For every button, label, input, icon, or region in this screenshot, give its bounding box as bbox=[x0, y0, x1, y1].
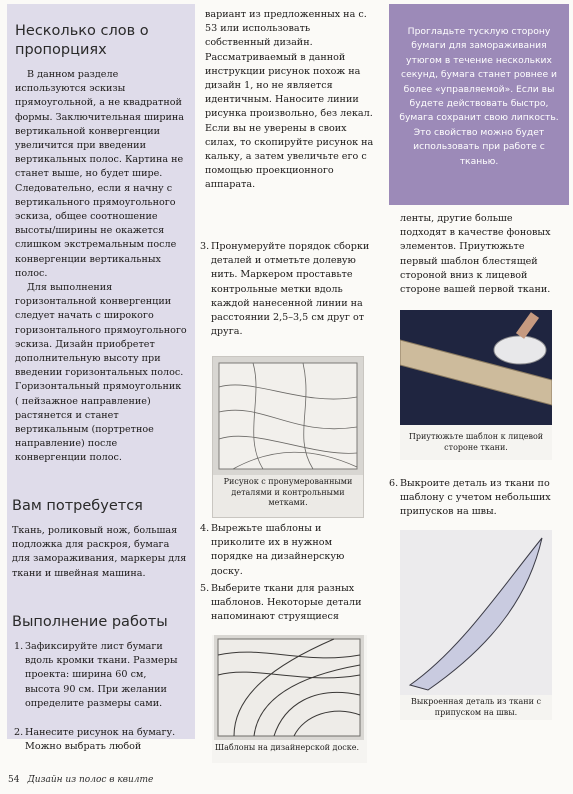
step-4-number: 4. bbox=[200, 523, 210, 534]
step-6-number: 6. bbox=[389, 478, 399, 489]
step-2 bbox=[14, 726, 184, 754]
step-3-number: 3. bbox=[200, 241, 210, 252]
ironing-photo bbox=[400, 310, 552, 460]
materials-text: Ткань, роликовый нож, большая подложка для раскроя, бумага для замораживания, маркеры для ткани и швейная машина. bbox=[12, 525, 187, 579]
photo-3-caption: Приутюжьте шаблон к лицевой стороне ткани. bbox=[408, 432, 544, 452]
page-footer bbox=[8, 775, 153, 785]
step-1-text: Зафиксируйте лист бумаги вдоль кромки ткани. Размеры проекта: ширина 60 см, высота 90 см. При желании определите размеры сами. bbox=[25, 641, 178, 709]
proportions-paragraph-1: В данном разделе используются эскизы прямоугольной, а не квадратной формы. Заключительная ширина вертикальной конвергенции увеличится при введении вертикальных полос. Картина не станет выше, но будет шире. Следовательно, если я начну с вертикального прямоугольного эскиза, общее соотношение высоты/ширины не окажется слишком экстремальным после конвергенции вертикальных полос. bbox=[15, 69, 184, 279]
center-continuation bbox=[205, 8, 377, 193]
step-2-continuation: вариант из предложенных на с. 53 или использовать собственный дизайн. Рассматриваемый в данной инструкции рисунок похож на дизайн 1, но не является идентичным. Наносите линии рисунка произвольно, без лекал. Если вы не уверены в своих силах, то скопируйте рисунок на кальку, а затем увеличьте его с помощью проекционного аппарата. bbox=[205, 9, 374, 191]
photo-4-caption: Выкроенная деталь из ткани с припуском на швы. bbox=[411, 697, 541, 717]
photo-2-caption: Шаблоны на дизайнерской доске. bbox=[214, 743, 360, 752]
page-number: 54 bbox=[8, 775, 20, 785]
step-5 bbox=[200, 582, 372, 625]
pattern-drawing bbox=[213, 357, 363, 475]
step-1 bbox=[14, 640, 184, 711]
step-3 bbox=[200, 240, 372, 339]
photo-1-caption: Рисунок с пронумерованными деталями и контрольными метками. bbox=[223, 477, 353, 507]
design-board-drawing bbox=[214, 635, 364, 740]
procedure-section bbox=[12, 613, 187, 640]
step-5-number: 5. bbox=[200, 583, 210, 594]
step-2-number: 2. bbox=[14, 727, 24, 738]
cut-piece-drawing bbox=[400, 530, 552, 695]
proportions-heading: Несколько слов о пропорциях bbox=[15, 23, 149, 58]
step-5-text: Выберите ткани для разных шаблонов. Некоторые детали напоминают струящиеся bbox=[211, 583, 362, 623]
proportions-paragraph-2: Для выполнения горизонтальной конвергенции следует начать с широкого горизонтального прямоугольного эскиза. Дизайн приобретет дополнительную высоту при введении горизонтальных полос. Горизонтальный прямоугольник ( пейзажное направление) растянется и станет вертикальным (портретное направление) после конвергенции полос. bbox=[15, 282, 187, 464]
step-1-number: 1. bbox=[14, 641, 24, 652]
step-2-text: Нанесите рисунок на бумагу. Можно выбрать любой bbox=[25, 727, 176, 753]
step-4 bbox=[200, 522, 372, 579]
cut-piece-photo bbox=[400, 530, 552, 720]
procedure-heading: Выполнение работы bbox=[12, 614, 168, 630]
step-6-text: Выкроите деталь из ткани по шаблону с учетом небольших припусков на швы. bbox=[400, 478, 551, 518]
step-4-text: Вырежьте шаблоны и приколите их в нужном порядке на дизайнерскую доску. bbox=[211, 523, 345, 577]
ironing-drawing bbox=[400, 310, 552, 425]
materials-section bbox=[12, 497, 187, 581]
book-title: Дизайн из полос в квилте bbox=[27, 775, 154, 785]
design-board-photo bbox=[212, 635, 367, 763]
materials-heading: Вам потребуется bbox=[12, 498, 143, 514]
marked-pattern-photo bbox=[212, 356, 364, 518]
step-6 bbox=[389, 477, 561, 520]
step-5-continuation: ленты, другие больше подходят в качестве фоновых элементов. Приутюжьте первый шаблон блестящей стороной вниз к лицевой стороне вашей первой ткани. bbox=[400, 213, 551, 296]
step-3-text: Пронумеруйте порядок сборки деталей и отметьте долевую нить. Маркером проставьте контрольные метки вдоль каждой нанесенной линии на расстоянии 2,5–3,5 см друг от друга. bbox=[211, 241, 370, 338]
tip-text: Прогладьте тусклую сторону бумаги для замораживания утюгом в течение нескольких секунд, бумага станет ровнее и более «управляемой». Если вы будете действовать быстро, бумага сохранит свою липкость. Это свойство можно будет использовать при работе с тканью. bbox=[399, 26, 559, 167]
tip-box bbox=[389, 4, 569, 205]
right-continuation bbox=[400, 212, 560, 297]
